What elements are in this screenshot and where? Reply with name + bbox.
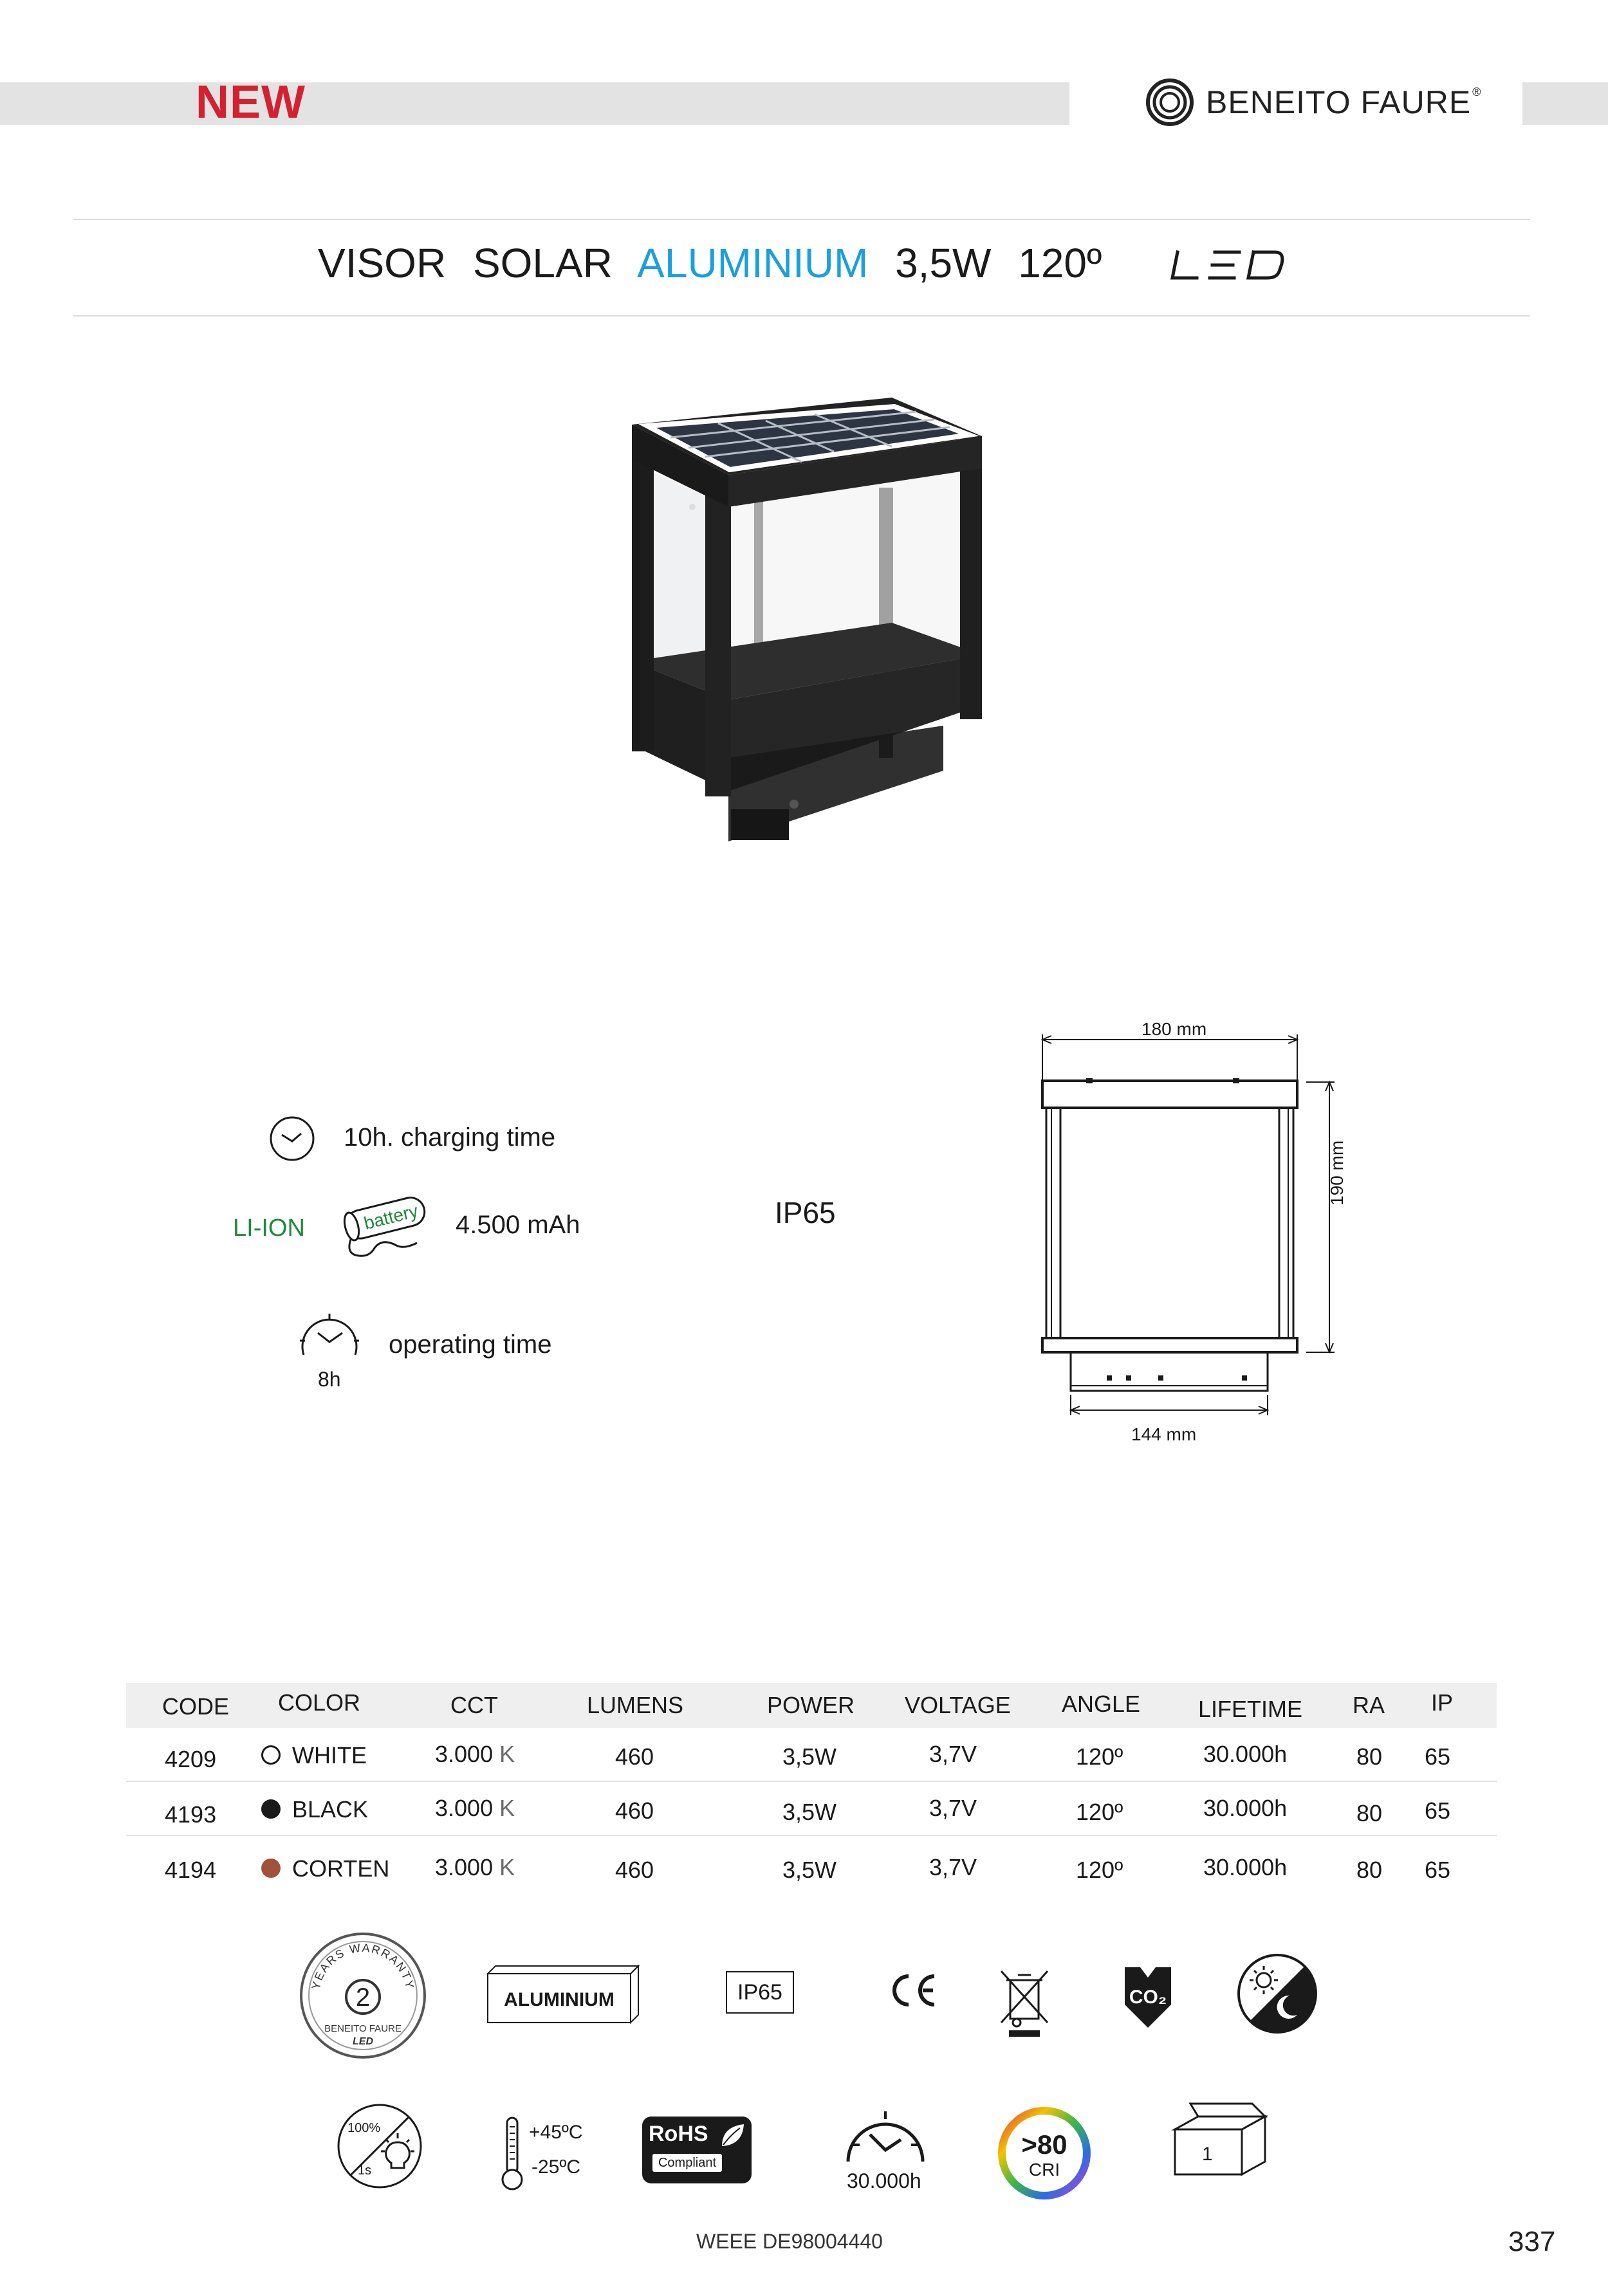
weee-bin-icon bbox=[999, 1969, 1050, 2039]
instant-on-icon bbox=[335, 2101, 425, 2191]
th-lifetime: LIFETIME bbox=[1198, 1696, 1303, 1722]
th-power: POWER bbox=[767, 1692, 855, 1718]
th-cct: CCT bbox=[450, 1692, 498, 1718]
material-label: ALUMINIUM bbox=[504, 1989, 615, 2010]
warranty-arc-text: YEARS WARRANTY bbox=[309, 1941, 417, 1991]
dimension-drawing bbox=[1030, 1009, 1390, 1459]
cri-ring-icon bbox=[996, 2105, 1093, 2201]
row-power: 3,5W bbox=[782, 1799, 837, 1825]
brand-registered-mark: ® bbox=[1472, 85, 1481, 98]
table-row bbox=[126, 1782, 1497, 1836]
row-cct-unit: K bbox=[499, 1741, 515, 1767]
battery-icon-label: battery bbox=[362, 1200, 420, 1234]
title-solar: SOLAR bbox=[472, 240, 613, 286]
row-color-label: WHITE bbox=[292, 1742, 367, 1768]
warranty-brand: BENEITO FAURE bbox=[324, 2023, 402, 2034]
row-code: 4193 bbox=[165, 1801, 217, 1828]
row-ip: 65 bbox=[1425, 1857, 1451, 1883]
row-cct-value: 3.000 bbox=[435, 1854, 494, 1880]
row-cct bbox=[435, 1741, 515, 1768]
row-lifetime: 30.000h bbox=[1203, 1741, 1288, 1767]
row-color bbox=[261, 1742, 367, 1769]
new-badge: NEW bbox=[196, 77, 306, 128]
row-lumens: 460 bbox=[615, 1857, 654, 1883]
lifetime-label: 30.000h bbox=[847, 2169, 921, 2192]
instant-percent: 100% bbox=[347, 2121, 381, 2135]
row-voltage: 3,7V bbox=[929, 1741, 977, 1767]
dimension-width-top: 180 mm bbox=[1141, 1019, 1207, 1039]
charging-time: 10h. charging time bbox=[344, 1123, 556, 1152]
row-cct-value: 3.000 bbox=[435, 1741, 494, 1767]
warranty-seal-icon bbox=[297, 1930, 429, 2061]
product-title bbox=[318, 239, 1117, 287]
row-cct-value: 3.000 bbox=[435, 1795, 494, 1821]
clock-icon bbox=[268, 1114, 317, 1163]
row-ip: 65 bbox=[1425, 1743, 1451, 1770]
th-ra: RA bbox=[1353, 1692, 1385, 1718]
co2-label: CO₂ bbox=[1129, 1987, 1167, 2008]
ip-badge bbox=[726, 1971, 794, 2014]
day-night-sensor-icon bbox=[1235, 1952, 1319, 2035]
th-voltage: VOLTAGE bbox=[905, 1692, 1011, 1718]
th-lumens: LUMENS bbox=[587, 1692, 684, 1718]
row-power: 3,5W bbox=[782, 1743, 837, 1770]
title-rule-bottom bbox=[73, 315, 1530, 317]
table-row bbox=[126, 1836, 1497, 1894]
box-qty: 1 bbox=[1202, 2144, 1213, 2165]
th-angle: ANGLE bbox=[1062, 1691, 1141, 1717]
row-cct-unit: K bbox=[499, 1854, 515, 1880]
row-angle: 120º bbox=[1076, 1743, 1123, 1770]
header-bar-left bbox=[0, 82, 1069, 125]
row-cct bbox=[435, 1854, 515, 1881]
row-cct bbox=[435, 1795, 515, 1822]
cri-value: >80 bbox=[1021, 2129, 1067, 2160]
brand-swirl-icon bbox=[1145, 78, 1194, 127]
dimension-height: 190 mm bbox=[1327, 1140, 1347, 1206]
cri-label: CRI bbox=[1028, 2160, 1060, 2180]
product-photo bbox=[609, 398, 995, 841]
color-swatch-black bbox=[261, 1799, 281, 1819]
row-angle: 120º bbox=[1076, 1799, 1123, 1825]
ce-mark-text: CE bbox=[887, 1972, 888, 1973]
title-rule-top bbox=[73, 219, 1530, 220]
instant-time: 1s bbox=[358, 2163, 372, 2178]
row-color bbox=[261, 1796, 368, 1823]
ip-badge-label: IP65 bbox=[737, 1980, 782, 2005]
row-code: 4194 bbox=[165, 1857, 217, 1883]
row-ra: 80 bbox=[1356, 1800, 1383, 1826]
th-code: CODE bbox=[162, 1693, 230, 1720]
lifetime-clock-icon bbox=[840, 2108, 930, 2165]
product-table bbox=[126, 1683, 1497, 1894]
rohs-sub-label: Compliant bbox=[652, 2154, 722, 2172]
row-angle: 120º bbox=[1076, 1857, 1123, 1883]
color-swatch-corten bbox=[261, 1859, 281, 1878]
title-aluminium: ALUMINIUM bbox=[637, 240, 869, 286]
table-header bbox=[126, 1683, 1497, 1728]
title-visor: VISOR bbox=[318, 240, 447, 286]
row-color-label: BLACK bbox=[292, 1796, 369, 1823]
th-color: COLOR bbox=[278, 1689, 361, 1716]
table-row bbox=[126, 1728, 1497, 1782]
th-ip: IP bbox=[1431, 1689, 1454, 1716]
row-ra: 80 bbox=[1356, 1743, 1383, 1770]
rohs-leaf-icon bbox=[718, 2122, 746, 2150]
aluminium-box-icon bbox=[486, 1965, 641, 2026]
co2-icon bbox=[1114, 1963, 1181, 2032]
temp-max: +45ºC bbox=[529, 2122, 583, 2143]
box-quantity-icon bbox=[1171, 2102, 1268, 2180]
thermometer-icon bbox=[499, 2115, 525, 2192]
page-number: 337 bbox=[1508, 2226, 1556, 2257]
title-angle: 120º bbox=[1018, 240, 1102, 286]
battery-type: LI-ION bbox=[233, 1215, 305, 1242]
brand-name: BENEITO FAURE bbox=[1206, 84, 1472, 120]
brand-logo bbox=[1145, 76, 1481, 129]
header-bar-right bbox=[1522, 82, 1608, 125]
title-power: 3,5W bbox=[895, 240, 992, 286]
weee-number: WEEE DE98004440 bbox=[696, 2230, 883, 2253]
row-lifetime: 30.000h bbox=[1203, 1854, 1288, 1880]
row-lifetime: 30.000h bbox=[1203, 1795, 1288, 1821]
operating-time: operating time bbox=[389, 1330, 552, 1359]
row-power: 3,5W bbox=[782, 1857, 837, 1883]
row-color bbox=[261, 1855, 389, 1882]
temp-min: -25ºC bbox=[531, 2156, 580, 2178]
row-voltage: 3,7V bbox=[929, 1795, 977, 1821]
row-ra: 80 bbox=[1356, 1857, 1383, 1883]
ce-mark-icon bbox=[887, 1972, 938, 2008]
row-cct-unit: K bbox=[499, 1795, 515, 1821]
operating-hours: 8h bbox=[318, 1368, 341, 1391]
warranty-led: LED bbox=[353, 2036, 373, 2047]
rohs-badge bbox=[642, 2117, 752, 2183]
row-code: 4209 bbox=[165, 1746, 217, 1772]
row-ip: 65 bbox=[1425, 1797, 1451, 1824]
row-color-label: CORTEN bbox=[292, 1855, 390, 1882]
battery-capacity: 4.500 mAh bbox=[456, 1211, 580, 1239]
rohs-label: RoHS bbox=[649, 2122, 708, 2146]
led-logo bbox=[1169, 248, 1288, 283]
operating-clock-icon bbox=[291, 1310, 368, 1374]
row-voltage: 3,7V bbox=[929, 1854, 977, 1880]
battery-icon bbox=[332, 1190, 435, 1267]
dimension-width-base: 144 mm bbox=[1131, 1424, 1197, 1444]
row-lumens: 460 bbox=[615, 1743, 654, 1770]
row-lumens: 460 bbox=[615, 1797, 654, 1824]
color-swatch-white bbox=[261, 1745, 281, 1765]
ip-rating: IP65 bbox=[775, 1196, 836, 1229]
warranty-years: 2 bbox=[355, 1983, 371, 2012]
